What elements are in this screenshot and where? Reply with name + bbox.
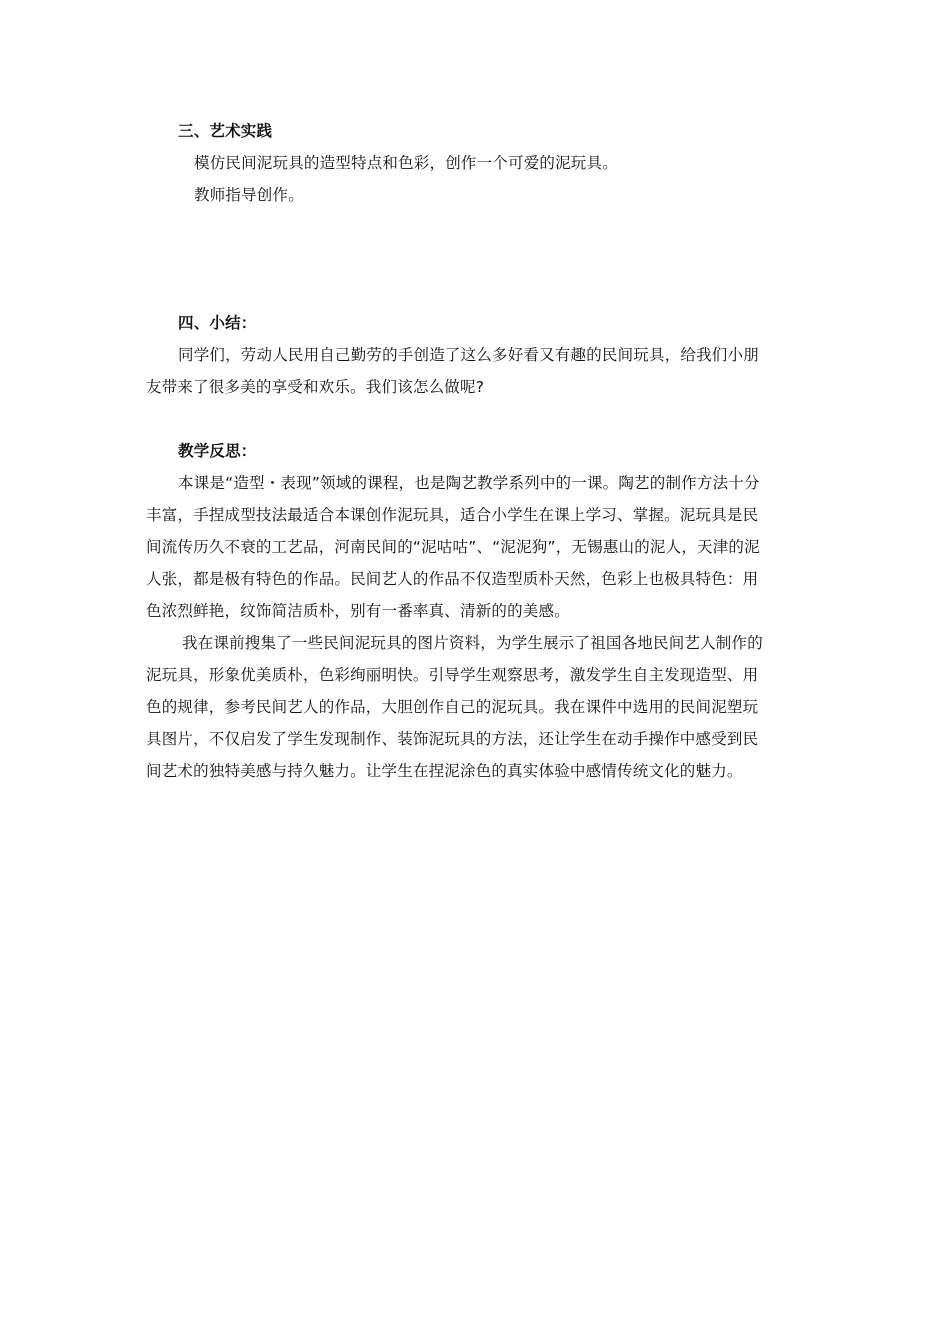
reflection-para-1-line-5: 色浓烈鲜艳，纹饰简洁质朴，别有一番率真、清新的的美感。 [146,602,570,620]
reflection-para-2-line-5: 间艺术的独特美感与持久魅力。让学生在捏泥涂色的真实体验中感情传统文化的魅力。 [146,762,743,780]
section-3-heading: 三、艺术实践 [178,122,273,140]
reflection-para-2-line-2: 泥玩具，形象优美质朴，色彩绚丽明快。引导学生观察思考，激发学生自主发现造型、用 [146,666,759,684]
reflection-para-2-line-4: 具图片，不仅启发了学生发现制作、装饰泥玩具的方法，还让学生在动手操作中感受到民 [146,730,759,748]
section-3-line-1: 模仿民间泥玩具的造型特点和色彩，创作一个可爱的泥玩具。 [194,154,618,172]
section-3-line-2: 教师指导创作。 [194,186,304,204]
reflection-para-2-line-1: 我在课前搜集了一些民间泥玩具的图片资料，为学生展示了祖国各地民间艺人制作的 [182,634,763,652]
reflection-para-2-line-3: 色的规律，参考民间艺人的作品，大胆创作自己的泥玩具。我在课件中选用的民间泥塑玩 [146,698,759,716]
section-4-line-2: 友带来了很多美的享受和欢乐。我们该怎么做呢? [146,378,485,396]
reflection-heading: 教学反思： [178,442,257,460]
section-4-heading: 四、小结： [178,314,257,332]
reflection-para-1-line-3: 间流传历久不衰的工艺品，河南民间的“泥咕咕”、“泥泥狗”，无锡惠山的泥人，天津的泥 [146,538,760,556]
reflection-para-1-line-1: 本课是“造型・表现”领域的课程，也是陶艺教学系列中的一课。陶艺的制作方法十分 [178,474,760,492]
reflection-para-1-line-4: 人张，都是极有特色的作品。民间艺人的作品不仅造型质朴天然，色彩上也极具特色：用 [146,570,759,588]
section-4-line-1: 同学们，劳动人民用自己勤劳的手创造了这么多好看又有趣的民间玩具，给我们小朋 [178,346,759,364]
reflection-para-1-line-2: 丰富，手捏成型技法最适合本课创作泥玩具，适合小学生在课上学习、掌握。泥玩具是民 [146,506,759,524]
